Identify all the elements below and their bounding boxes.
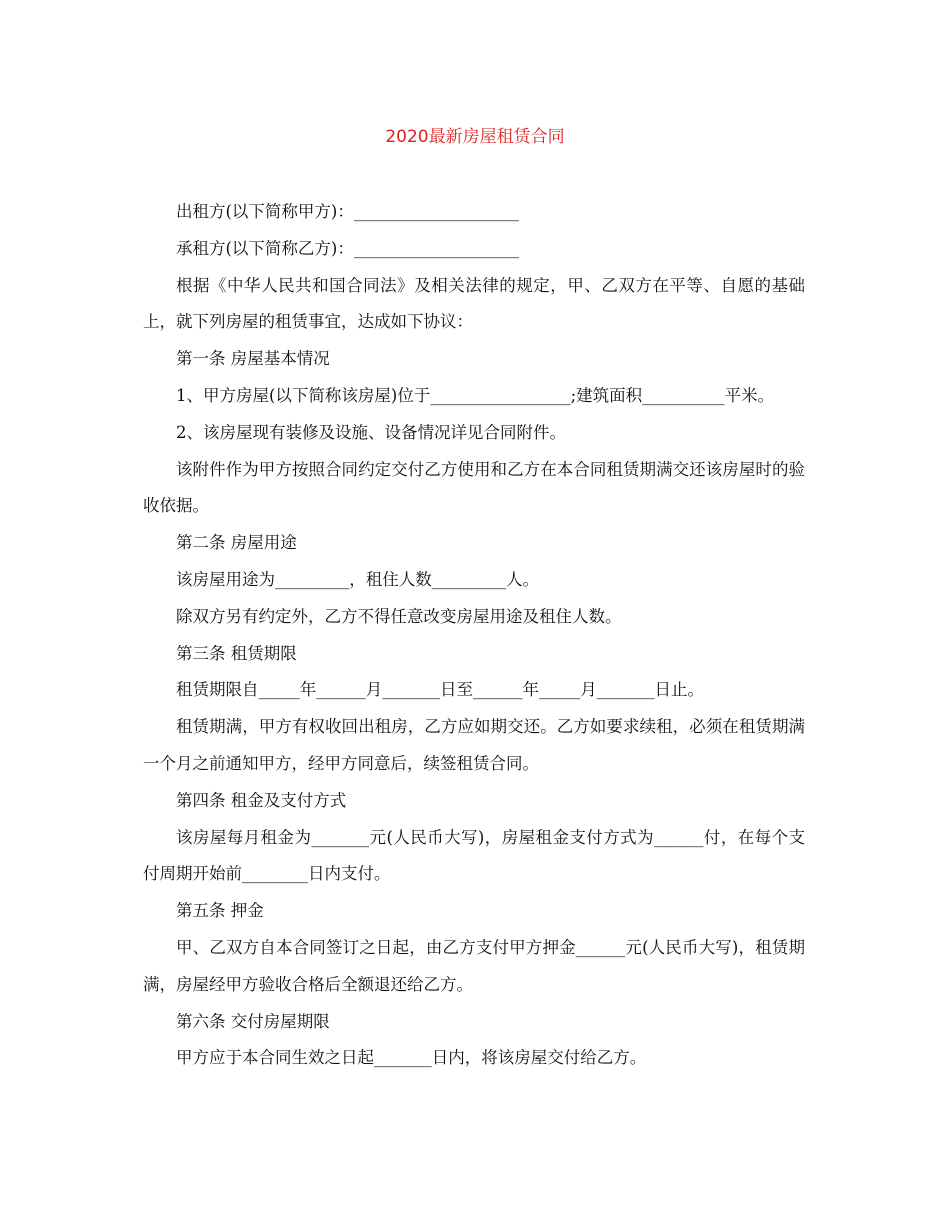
paragraph-renewal: 租赁期满，甲方有权收回出租房，乙方应如期交还。乙方如要求续租，必须在租赁期满一个月之前通知甲方，经甲方同意后，续签租赁合同。 xyxy=(143,717,805,773)
article-heading-2: 第二条 房屋用途 xyxy=(176,533,297,553)
paragraph-attachment: 该附件作为甲方按照合同约定交付乙方使用和乙方在本合同租赁期满交还该房屋时的验收依据。 xyxy=(143,459,805,516)
paragraph-location: 1、甲方房屋(以下简称该房屋)位于_________________;建筑面积__________平米。 xyxy=(176,385,775,405)
article-heading-5: 第五条 押金 xyxy=(176,901,264,921)
paragraph-lessor: 出租方(以下简称甲方)：____________________ xyxy=(176,202,519,221)
document-body xyxy=(143,194,805,1077)
paragraph-usage-restriction: 除双方另有约定外，乙方不得任意改变房屋用途及租住人数。 xyxy=(176,606,622,626)
paragraph-usage: 该房屋用途为_________，租住人数_________人。 xyxy=(176,569,539,589)
paragraph-term: 租赁期限自_____年______月_______日至______年_____月_______日止。 xyxy=(176,680,704,700)
paragraph-facilities: 2、该房屋现有装修及设施、设备情况详见合同附件。 xyxy=(176,422,566,442)
paragraph-deposit: 甲、乙双方自本合同签订之日起，由乙方支付甲方押金______元(人民币大写)，租赁期满，房屋经甲方验收合格后全额退还给乙方。 xyxy=(143,937,805,994)
paragraph-lessee: 承租方(以下简称乙方)：____________________ xyxy=(176,238,519,258)
paragraph-preamble: 根据《中华人民共和国合同法》及相关法律的规定，甲、乙双方在平等、自愿的基础上，就下列房屋的租赁事宜，达成如下协议： xyxy=(143,275,805,332)
article-heading-1: 第一条 房屋基本情况 xyxy=(176,349,330,369)
article-heading-6: 第六条 交付房屋期限 xyxy=(176,1011,330,1031)
paragraph-delivery: 甲方应于本合同生效之日起_______日内，将该房屋交付给乙方。 xyxy=(176,1048,647,1068)
paragraph-rent: 该房屋每月租金为_______元(人民币大写)，房屋租金支付方式为______付，在每个支付周期开始前________日内支付。 xyxy=(143,827,805,884)
article-heading-4: 第四条 租金及支付方式 xyxy=(176,790,347,810)
document-title: 2020最新房屋租赁合同 xyxy=(385,127,565,147)
article-heading-3: 第三条 租赁期限 xyxy=(176,643,297,663)
